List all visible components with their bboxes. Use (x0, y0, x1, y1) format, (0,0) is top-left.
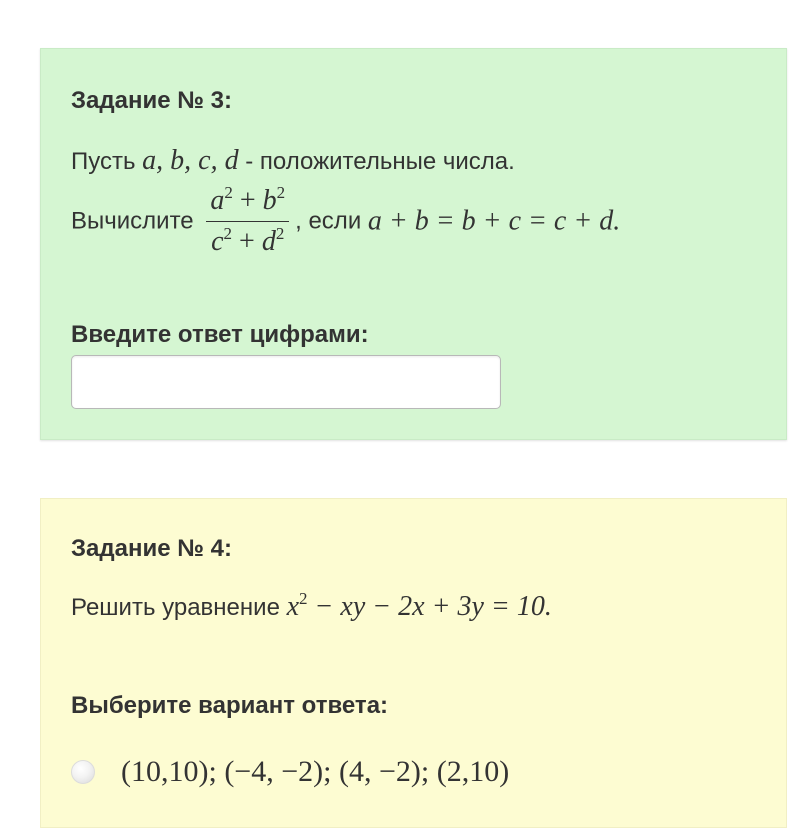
task-3-condition-line (71, 145, 515, 177)
task-3-line2-prefix: Вычислите (71, 207, 194, 235)
answer-input[interactable] (71, 355, 501, 409)
task-4-equation: $x^2$ − xy − 2x + 3y = 10. (286, 589, 552, 622)
task-4-line1-prefix: Решить уравнение (71, 594, 280, 621)
task-3-compute-line (71, 185, 620, 258)
answer-option-text: (10,10); (−4, −2); (4, −2); (2,10) (121, 755, 510, 788)
radio-button[interactable] (71, 760, 95, 784)
answer-label: Введите ответ цифрами: (71, 321, 369, 348)
task-3-line1-prefix: Пусть (71, 148, 136, 175)
task-3-title: Задание № 3: (71, 87, 232, 114)
task-3-line2-middle: , если (295, 207, 362, 235)
task-3-line1-suffix: - положительные числа. (238, 148, 515, 175)
choose-answer-label: Выберите вариант ответа: (71, 692, 389, 719)
answer-option-1[interactable] (71, 755, 509, 789)
fraction-numerator: $a^2 + b^2$ (206, 185, 289, 222)
task-4-card (40, 498, 787, 828)
task-3-card (40, 48, 787, 440)
task-3-fraction (206, 185, 289, 258)
task-4-equation-line (71, 591, 552, 623)
fraction-denominator: $c^2 + d^2$ (211, 224, 285, 257)
task-4-title: Задание № 4: (71, 535, 232, 562)
task-3-variables: a, b, c, d (142, 145, 239, 176)
task-3-condition-formula: a + b = b + c = c + d. (367, 205, 621, 237)
